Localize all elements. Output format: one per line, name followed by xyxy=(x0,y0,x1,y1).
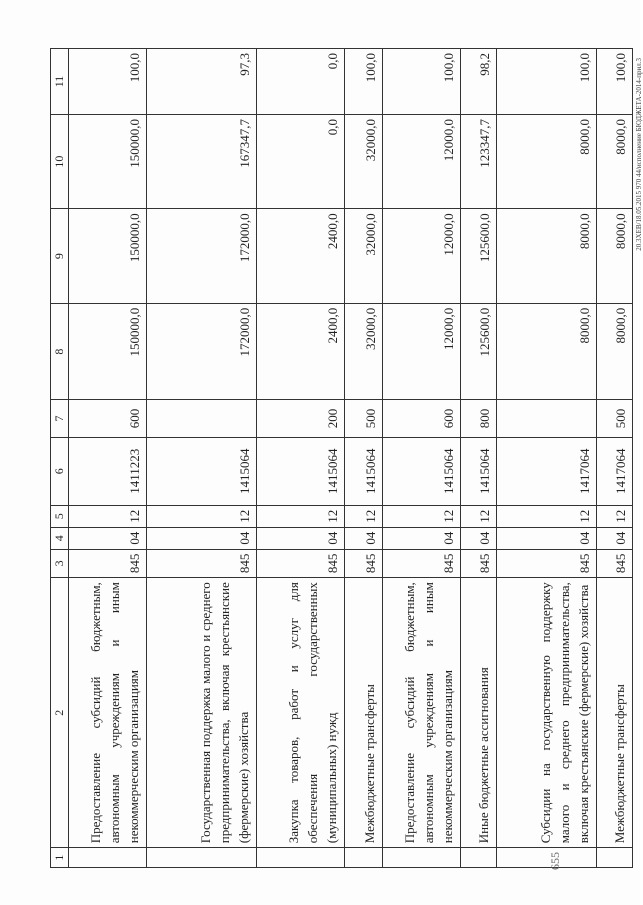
cell-c8: 150000,0 xyxy=(69,303,147,400)
cell-c10: 150000,0 xyxy=(69,114,147,208)
cell-c3: 845 xyxy=(461,549,497,578)
cell-c5: 12 xyxy=(69,505,147,527)
cell-c11: 98,2 xyxy=(461,49,497,115)
cell-c6: 1411223 xyxy=(69,437,147,505)
cell-c7: 600 xyxy=(383,400,461,437)
column-header-10: 10 xyxy=(51,114,69,208)
cell-c9: 150000,0 xyxy=(69,209,147,303)
column-header-4: 4 xyxy=(51,527,69,549)
cell-c7 xyxy=(147,400,257,437)
column-header-5: 5 xyxy=(51,505,69,527)
cell-c8: 12000,0 xyxy=(383,303,461,400)
footer-note: 20.3XEB/18.05.2015 970 44/исполнение БЮДЖЕТА-2014-прил.3 xyxy=(635,58,643,251)
cell-c7: 600 xyxy=(69,400,147,437)
table-row xyxy=(597,49,633,868)
cell-c3: 845 xyxy=(597,549,633,578)
row-description: Предоставление субсидий бюджетным, автономным учреждениям и иным некоммерческим организациям xyxy=(383,578,461,848)
cell-c6: 1415064 xyxy=(257,437,345,505)
column-header-7: 7 xyxy=(51,400,69,437)
cell-c4: 04 xyxy=(383,527,461,549)
cell-c10: 167347,7 xyxy=(147,114,257,208)
cell-c11: 100,0 xyxy=(69,49,147,115)
row-description: Предоставление субсидий бюджетным, автономным учреждениям и иным некоммерческим организациям xyxy=(69,578,147,848)
cell-c9: 172000,0 xyxy=(147,209,257,303)
cell-num xyxy=(147,848,257,868)
cell-c4: 04 xyxy=(461,527,497,549)
cell-c5: 12 xyxy=(147,505,257,527)
cell-num xyxy=(383,848,461,868)
table-row xyxy=(69,49,147,868)
cell-num xyxy=(345,848,383,868)
cell-c4: 04 xyxy=(69,527,147,549)
cell-c8: 2400,0 xyxy=(257,303,345,400)
rotated-content xyxy=(50,48,643,868)
cell-c6: 1417064 xyxy=(597,437,633,505)
cell-c10: 0,0 xyxy=(257,114,345,208)
column-header-9: 9 xyxy=(51,209,69,303)
cell-c8: 172000,0 xyxy=(147,303,257,400)
cell-c10: 123347,7 xyxy=(461,114,497,208)
cell-c5: 12 xyxy=(345,505,383,527)
cell-c3: 845 xyxy=(69,549,147,578)
table-row xyxy=(461,49,497,868)
cell-c11: 100,0 xyxy=(383,49,461,115)
cell-c11: 100,0 xyxy=(345,49,383,115)
column-header-11: 11 xyxy=(51,49,69,115)
cell-c3: 845 xyxy=(257,549,345,578)
cell-c11: 100,0 xyxy=(597,49,633,115)
cell-c6: 1415064 xyxy=(383,437,461,505)
column-header-8: 8 xyxy=(51,303,69,400)
cell-c7: 500 xyxy=(597,400,633,437)
table-row xyxy=(497,49,597,868)
table-row xyxy=(147,49,257,868)
cell-c6: 1415064 xyxy=(147,437,257,505)
table-row xyxy=(257,49,345,868)
cell-c11: 100,0 xyxy=(497,49,597,115)
column-header-6: 6 xyxy=(51,437,69,505)
cell-num xyxy=(69,848,147,868)
cell-c3: 845 xyxy=(497,549,597,578)
cell-num xyxy=(257,848,345,868)
cell-c4: 04 xyxy=(597,527,633,549)
row-description: Субсидии на государственную поддержку малого и среднего предпринимательства, включая крестьянские (фермерские) хозяйства xyxy=(497,578,597,848)
budget-table xyxy=(50,48,633,868)
cell-c8: 125600,0 xyxy=(461,303,497,400)
row-description: Государственная поддержка малого и среднего предпринимательства, включая крестьянские (фермерские) хозяйства xyxy=(147,578,257,848)
cell-c5: 12 xyxy=(383,505,461,527)
header-row xyxy=(51,49,69,868)
cell-c8: 8000,0 xyxy=(597,303,633,400)
cell-c5: 12 xyxy=(597,505,633,527)
row-description: Межбюджетные трансферты xyxy=(597,578,633,848)
cell-c11: 0,0 xyxy=(257,49,345,115)
cell-c10: 8000,0 xyxy=(597,114,633,208)
cell-num xyxy=(597,848,633,868)
row-description: Закупка товаров, работ и услуг для обеспечения государственных (муниципальных) нужд xyxy=(257,578,345,848)
cell-c3: 845 xyxy=(345,549,383,578)
cell-c4: 04 xyxy=(257,527,345,549)
cell-c9: 2400,0 xyxy=(257,209,345,303)
cell-num xyxy=(461,848,497,868)
cell-c5: 12 xyxy=(497,505,597,527)
column-header-2: 2 xyxy=(51,578,69,848)
cell-c7: 200 xyxy=(257,400,345,437)
cell-c9: 8000,0 xyxy=(497,209,597,303)
cell-c10: 8000,0 xyxy=(497,114,597,208)
cell-c5: 12 xyxy=(257,505,345,527)
cell-c7: 800 xyxy=(461,400,497,437)
cell-c4: 04 xyxy=(345,527,383,549)
cell-c9: 125600,0 xyxy=(461,209,497,303)
cell-c5: 12 xyxy=(461,505,497,527)
cell-num xyxy=(497,848,597,868)
table-row xyxy=(345,49,383,868)
column-header-1: 1 xyxy=(51,848,69,868)
cell-c6: 1415064 xyxy=(345,437,383,505)
cell-c10: 32000,0 xyxy=(345,114,383,208)
cell-c4: 04 xyxy=(497,527,597,549)
row-description: Иные бюджетные ассигнования xyxy=(461,578,497,848)
cell-c9: 8000,0 xyxy=(597,209,633,303)
cell-c6: 1417064 xyxy=(497,437,597,505)
cell-c11: 97,3 xyxy=(147,49,257,115)
page-number: 655 xyxy=(548,852,562,870)
cell-c8: 32000,0 xyxy=(345,303,383,400)
row-description: Межбюджетные трансферты xyxy=(345,578,383,848)
cell-c3: 845 xyxy=(147,549,257,578)
cell-c3: 845 xyxy=(383,549,461,578)
cell-c9: 32000,0 xyxy=(345,209,383,303)
cell-c6: 1415064 xyxy=(461,437,497,505)
cell-c7 xyxy=(497,400,597,437)
cell-c7: 500 xyxy=(345,400,383,437)
cell-c8: 8000,0 xyxy=(497,303,597,400)
cell-c4: 04 xyxy=(147,527,257,549)
cell-c9: 12000,0 xyxy=(383,209,461,303)
table-body xyxy=(69,49,633,868)
column-header-3: 3 xyxy=(51,549,69,578)
table-row xyxy=(383,49,461,868)
cell-c10: 12000,0 xyxy=(383,114,461,208)
